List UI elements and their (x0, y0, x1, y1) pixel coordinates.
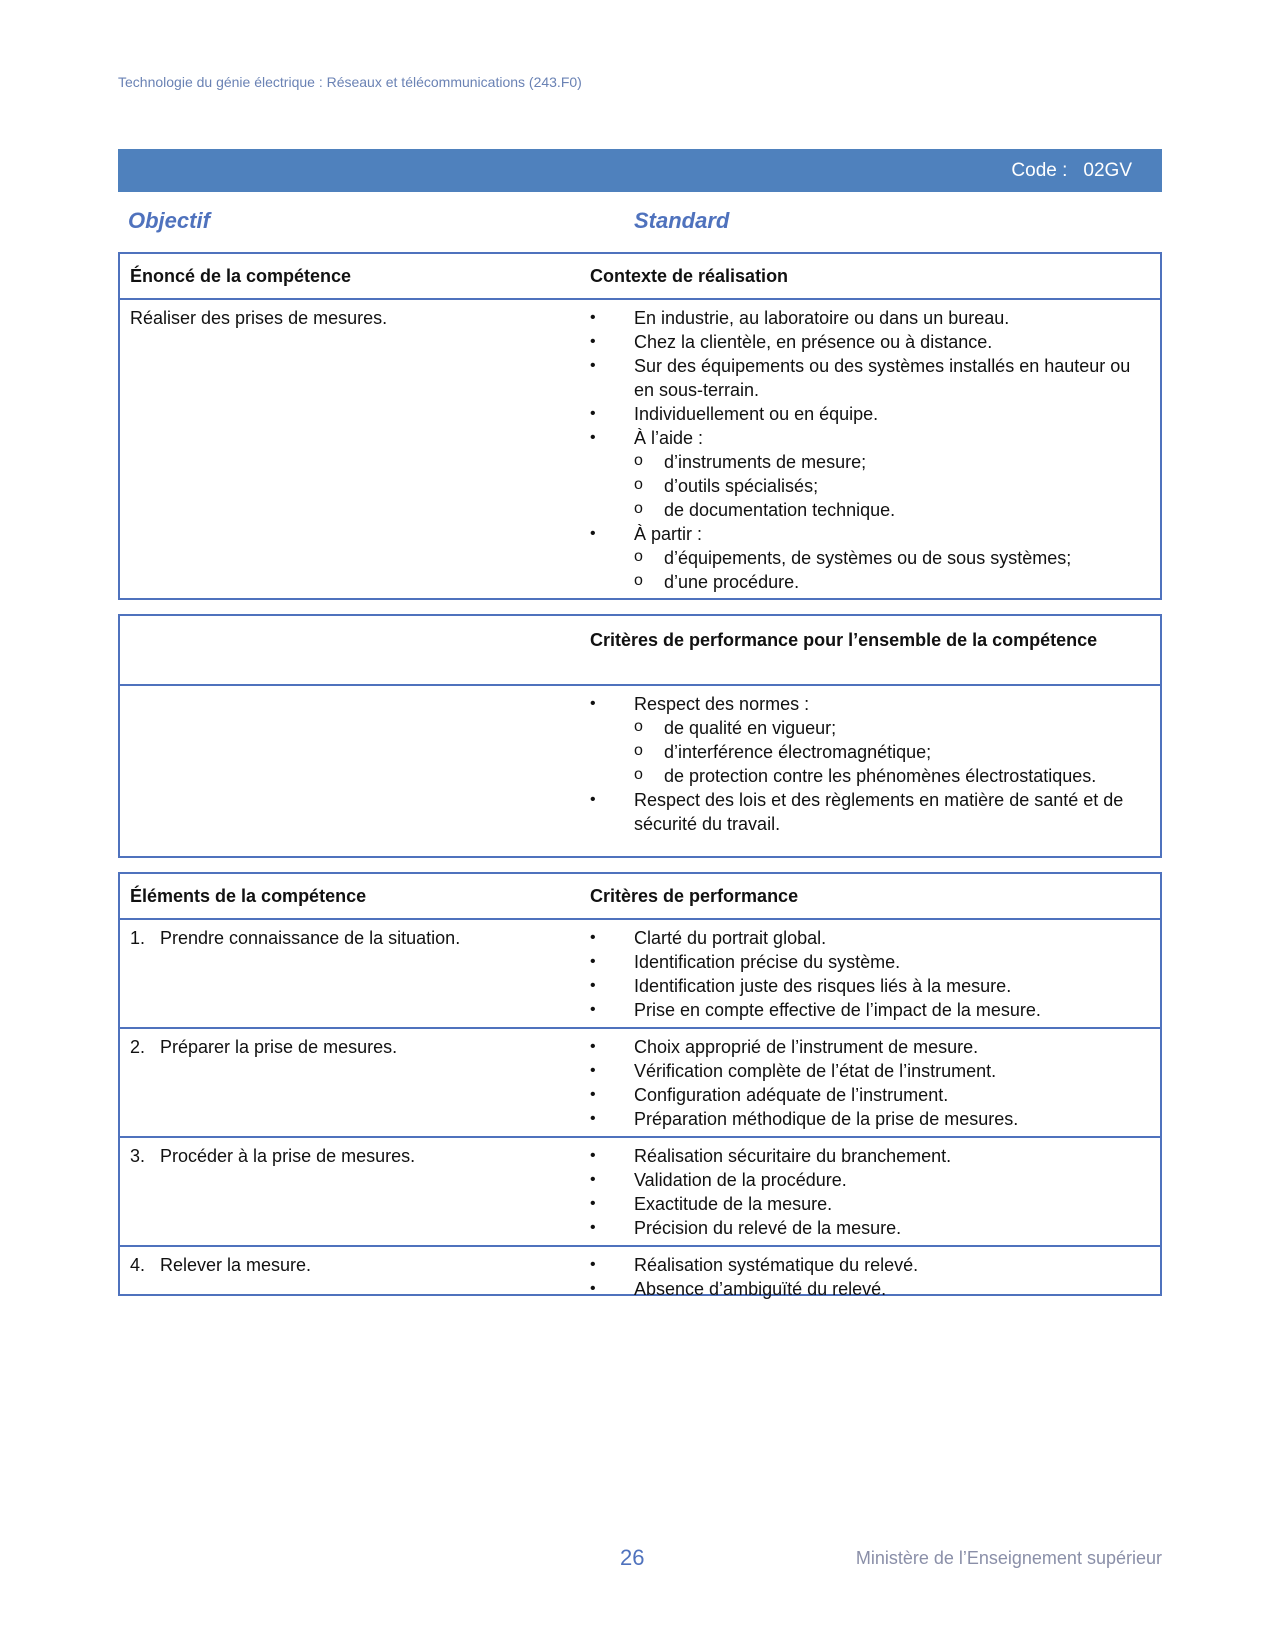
contexte-item: • À partir : o d’équipements, de systèmes ou de sous systèmes; o d’une procédure. (590, 522, 1140, 594)
global-criteria-sublist (634, 716, 1140, 788)
elements-heading: Éléments de la compétence (130, 886, 367, 906)
global-criteria-header-row (120, 616, 1160, 684)
criterion-item: • Choix approprié de l’instrument de mesure. (590, 1035, 1140, 1059)
enonce-heading: Énoncé de la compétence (130, 266, 352, 286)
element-row (120, 1136, 1160, 1245)
footer-ministry: Ministère de l’Enseignement supérieur (855, 1548, 1162, 1568)
global-criteria-subitem: o d’interférence électromagnétique; (634, 740, 1140, 764)
criterion-item: • Exactitude de la mesure. (590, 1192, 1140, 1216)
contexte-subitem: o d’une procédure. (634, 570, 1140, 594)
global-criteria-body-row (120, 684, 1160, 840)
element-label: 4. Relever la mesure. (130, 1255, 312, 1275)
page-number: 26 (620, 1545, 645, 1570)
element-criteria-cell (590, 920, 1160, 1027)
element-criteria-list (590, 926, 1140, 1022)
criterion-item: • Identification juste des risques liés à la mesure. (590, 974, 1140, 998)
element-criteria-list (590, 1035, 1140, 1131)
element-criteria-cell (590, 1138, 1160, 1245)
criterion-item: • Clarté du portrait global. (590, 926, 1140, 950)
enonce-table (118, 252, 1162, 600)
global-criteria-heading: Critères de performance pour l’ensemble de la compétence (590, 630, 1098, 650)
contexte-item: • À l’aide : o d’instruments de mesure; o d’outils spécialisés; o de documentation technique. (590, 426, 1140, 522)
global-criteria-empty-cell (120, 686, 590, 840)
competence-statement: Réaliser des prises de mesures. (130, 308, 388, 328)
contexte-heading: Contexte de réalisation (590, 266, 789, 286)
contexte-subitem: o de documentation technique. (634, 498, 1140, 522)
objectif-label: Objectif (128, 208, 210, 233)
elements-header-row (120, 874, 1160, 918)
criterion-item: • Préparation méthodique de la prise de mesures. (590, 1107, 1140, 1131)
criterion-item: • Réalisation sécuritaire du branchement. (590, 1144, 1140, 1168)
element-row (120, 1245, 1160, 1305)
contexte-sublist (634, 450, 1140, 522)
contexte-item: • Individuellement ou en équipe. (590, 402, 1140, 426)
global-criteria-list-cell (590, 686, 1160, 840)
criterion-item: • Absence d’ambiguïté du relevé. (590, 1277, 1140, 1301)
contexte-sublist (634, 546, 1140, 594)
enonce-header-row (120, 254, 1160, 298)
criterion-item: • Précision du relevé de la mesure. (590, 1216, 1140, 1240)
global-criteria-empty-cell (120, 616, 590, 684)
code-label: Code : (1011, 159, 1068, 181)
element-label: 2. Préparer la prise de mesures. (130, 1037, 398, 1057)
criterion-item: • Identification précise du système. (590, 950, 1140, 974)
element-criteria-list (590, 1253, 1140, 1301)
global-criteria-table (118, 614, 1162, 858)
contexte-list (590, 306, 1140, 594)
code-value: 02GV (1083, 159, 1132, 181)
contexte-subitem: o d’outils spécialisés; (634, 474, 1140, 498)
code-bar (118, 149, 1162, 192)
contexte-item: • Chez la clientèle, en présence ou à distance. (590, 330, 1140, 354)
global-criteria-subitem: o de qualité en vigueur; (634, 716, 1140, 740)
element-criteria-cell (590, 1247, 1160, 1305)
element-row (120, 918, 1160, 1027)
contexte-subitem: o d’instruments de mesure; (634, 450, 1140, 474)
contexte-list-cell (590, 300, 1160, 598)
element-label: 1. Prendre connaissance de la situation. (130, 928, 461, 948)
criterion-item: • Réalisation systématique du relevé. (590, 1253, 1140, 1277)
contexte-subitem: o d’équipements, de systèmes ou de sous systèmes; (634, 546, 1140, 570)
document-header-title: Technologie du génie électrique : Réseaux et télécommunications (243.F0) (118, 74, 582, 90)
global-criteria-item: • Respect des normes : o de qualité en vigueur; o d’interférence électromagnétique; o de protection contre les phénomènes électrostatiques. (590, 692, 1140, 788)
standard-label: Standard (634, 208, 730, 233)
element-row (120, 1027, 1160, 1136)
global-criteria-list (590, 692, 1140, 836)
enonce-body-row (120, 298, 1160, 598)
element-label: 3. Procéder à la prise de mesures. (130, 1146, 416, 1166)
global-criteria-item: • Respect des lois et des règlements en matière de santé et de sécurité du travail. (590, 788, 1140, 836)
contexte-item: • Sur des équipements ou des systèmes installés en hauteur ou en sous-terrain. (590, 354, 1140, 402)
criteres-heading: Critères de performance (590, 886, 799, 906)
element-criteria-list (590, 1144, 1140, 1240)
criterion-item: • Vérification complète de l’état de l’instrument. (590, 1059, 1140, 1083)
global-criteria-subitem: o de protection contre les phénomènes électrostatiques. (634, 764, 1140, 788)
criterion-item: • Configuration adéquate de l’instrument. (590, 1083, 1140, 1107)
criterion-item: • Prise en compte effective de l’impact de la mesure. (590, 998, 1140, 1022)
element-criteria-cell (590, 1029, 1160, 1136)
contexte-item: • En industrie, au laboratoire ou dans un bureau. (590, 306, 1140, 330)
criterion-item: • Validation de la procédure. (590, 1168, 1140, 1192)
elements-table (118, 872, 1162, 1299)
